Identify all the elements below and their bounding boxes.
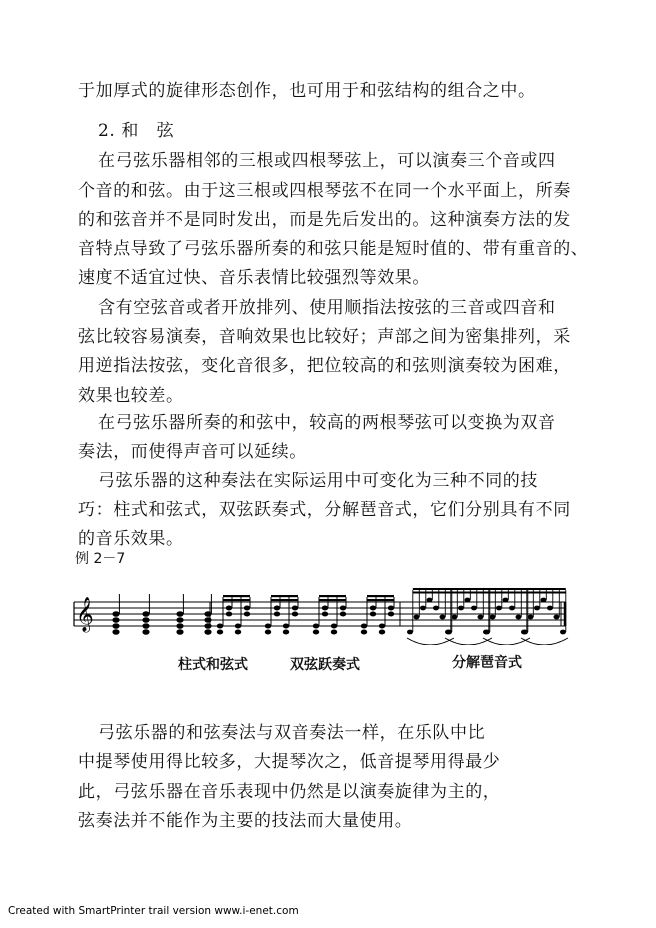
text-line: 巧：柱式和弦式，双弦跃奏式，分解琶音式，它们分别具有不同 (78, 500, 571, 520)
text-line: 弓弦乐器的这种奏法在实际运用中可变化为三种不同的技 (98, 471, 538, 491)
beam (413, 588, 452, 590)
notehead (503, 598, 509, 603)
notehead (217, 624, 223, 629)
beam (319, 599, 346, 601)
notehead (496, 606, 502, 611)
notehead (458, 606, 464, 611)
beam (223, 599, 250, 601)
notehead (465, 598, 471, 603)
notehead (483, 630, 489, 635)
text-line: 的音乐效果。 (78, 529, 184, 549)
notehead (361, 630, 367, 635)
notehead (361, 624, 367, 629)
notehead (370, 606, 376, 611)
notehead (142, 617, 149, 623)
notehead (560, 630, 566, 635)
notehead (283, 624, 289, 629)
notehead (313, 630, 319, 635)
notehead (407, 630, 413, 635)
notehead (226, 612, 232, 617)
text-line: 于加厚式的旋律形态创作，也可用于和弦结构的组合之中。 (78, 81, 536, 101)
text-line: 此，弓弦乐器在音乐表现中仍然是以演奏旋律为主的， (78, 782, 501, 802)
notehead (244, 606, 250, 611)
notehead (204, 629, 211, 635)
notehead (176, 611, 183, 617)
notehead (204, 617, 211, 623)
beam (451, 592, 490, 594)
notehead (112, 617, 119, 623)
text-line: 中提琴使用得比较多，大提琴次之，低音提琴用得最少 (78, 752, 501, 772)
notehead (478, 615, 484, 620)
notehead (471, 606, 477, 611)
notehead (388, 612, 394, 617)
notehead (440, 615, 446, 620)
beam (367, 595, 394, 597)
notehead (142, 623, 149, 629)
notehead (427, 598, 433, 603)
notehead (420, 606, 426, 611)
notehead (388, 606, 394, 611)
caption-double-stop-jump: 双弦跃奏式 (290, 657, 360, 673)
notehead (490, 615, 496, 620)
notehead (112, 629, 119, 635)
text-line: 奏法，而使得声音可以延续。 (78, 442, 307, 462)
notehead (547, 606, 553, 611)
notehead (313, 624, 319, 629)
beam (413, 592, 452, 594)
beam (451, 588, 490, 590)
notehead (445, 630, 451, 635)
beam (527, 588, 566, 590)
notehead (379, 624, 385, 629)
notehead (283, 630, 289, 635)
text-line: 含有空弦音或者开放排列、使用顺指法按弦的三音或四音和 (98, 298, 556, 318)
notehead (433, 606, 439, 611)
notehead (414, 615, 420, 620)
text-line: 音特点导致了弓弦乐器所奏的和弦只能是短时值的、带有重音的、 (78, 239, 589, 259)
text-line: 速度不适宜过快、音乐表情比较强烈等效果。 (78, 268, 430, 288)
text-line: 效果也较差。 (78, 386, 184, 406)
notehead (340, 606, 346, 611)
caption-block-chord: 柱式和弦式 (178, 657, 248, 673)
notehead (226, 606, 232, 611)
beam (367, 599, 394, 601)
text-line: 弦比较容易演奏，音响效果也比较好；声部之间为密集排列，采 (78, 327, 571, 347)
notehead (204, 611, 211, 617)
notehead (370, 612, 376, 617)
notehead (509, 606, 515, 611)
notehead (112, 611, 119, 617)
beam (223, 595, 250, 597)
notehead (142, 611, 149, 617)
treble-clef-icon: 𝄞 (76, 597, 94, 632)
notehead (235, 624, 241, 629)
text-line: 用逆指法按弦，变化音很多，把位较高的和弦则演奏较为困难， (78, 356, 571, 376)
notehead (265, 630, 271, 635)
text-line: 在弓弦乐器相邻的三根或四根琴弦上，可以演奏三个音或四 (98, 151, 556, 171)
text-line: 个音的和弦。由于这三根或四根琴弦不在同一个水平面上，所奏 (78, 181, 571, 201)
notehead (112, 623, 119, 629)
notehead (379, 630, 385, 635)
notehead (554, 615, 560, 620)
notehead (142, 629, 149, 635)
notehead (331, 630, 337, 635)
notehead (322, 612, 328, 617)
beam (319, 595, 346, 597)
beam (489, 588, 528, 590)
text-line: 弦奏法并不能作为主要的技法而大量使用。 (78, 811, 413, 831)
notehead (292, 606, 298, 611)
notehead (176, 617, 183, 623)
text-line: 在弓弦乐器所奏的和弦中，较高的两根琴弦可以变换为双音 (98, 413, 556, 433)
notehead (452, 615, 458, 620)
text-line: 弓弦乐器的和弦奏法与双音奏法一样，在乐队中比 (98, 723, 486, 743)
notehead (265, 624, 271, 629)
notehead (521, 630, 527, 635)
notehead (274, 606, 280, 611)
notehead (528, 615, 534, 620)
notehead (331, 624, 337, 629)
notehead (235, 630, 241, 635)
notehead (516, 615, 522, 620)
music-example-staff (72, 585, 572, 645)
notehead (322, 606, 328, 611)
notehead (204, 623, 211, 629)
beam (527, 592, 566, 594)
notehead (534, 606, 540, 611)
caption-broken-arpeggio: 分解琶音式 (452, 655, 522, 671)
notehead (340, 612, 346, 617)
notehead (292, 612, 298, 617)
footer-watermark: Created with SmartPrinter trail version www.i-enet.com (8, 905, 299, 917)
notehead (217, 630, 223, 635)
example-label: 例 2－7 (75, 551, 126, 567)
beam (271, 595, 298, 597)
notehead (541, 598, 547, 603)
beam (489, 592, 528, 594)
text-line: 的和弦音并不是同时发出，而是先后发出的。这种演奏方法的发 (78, 210, 571, 230)
beam (271, 599, 298, 601)
notehead (176, 623, 183, 629)
section-heading: 2. 和 弦 (98, 121, 175, 141)
notehead (176, 629, 183, 635)
notehead (244, 612, 250, 617)
notehead (274, 612, 280, 617)
